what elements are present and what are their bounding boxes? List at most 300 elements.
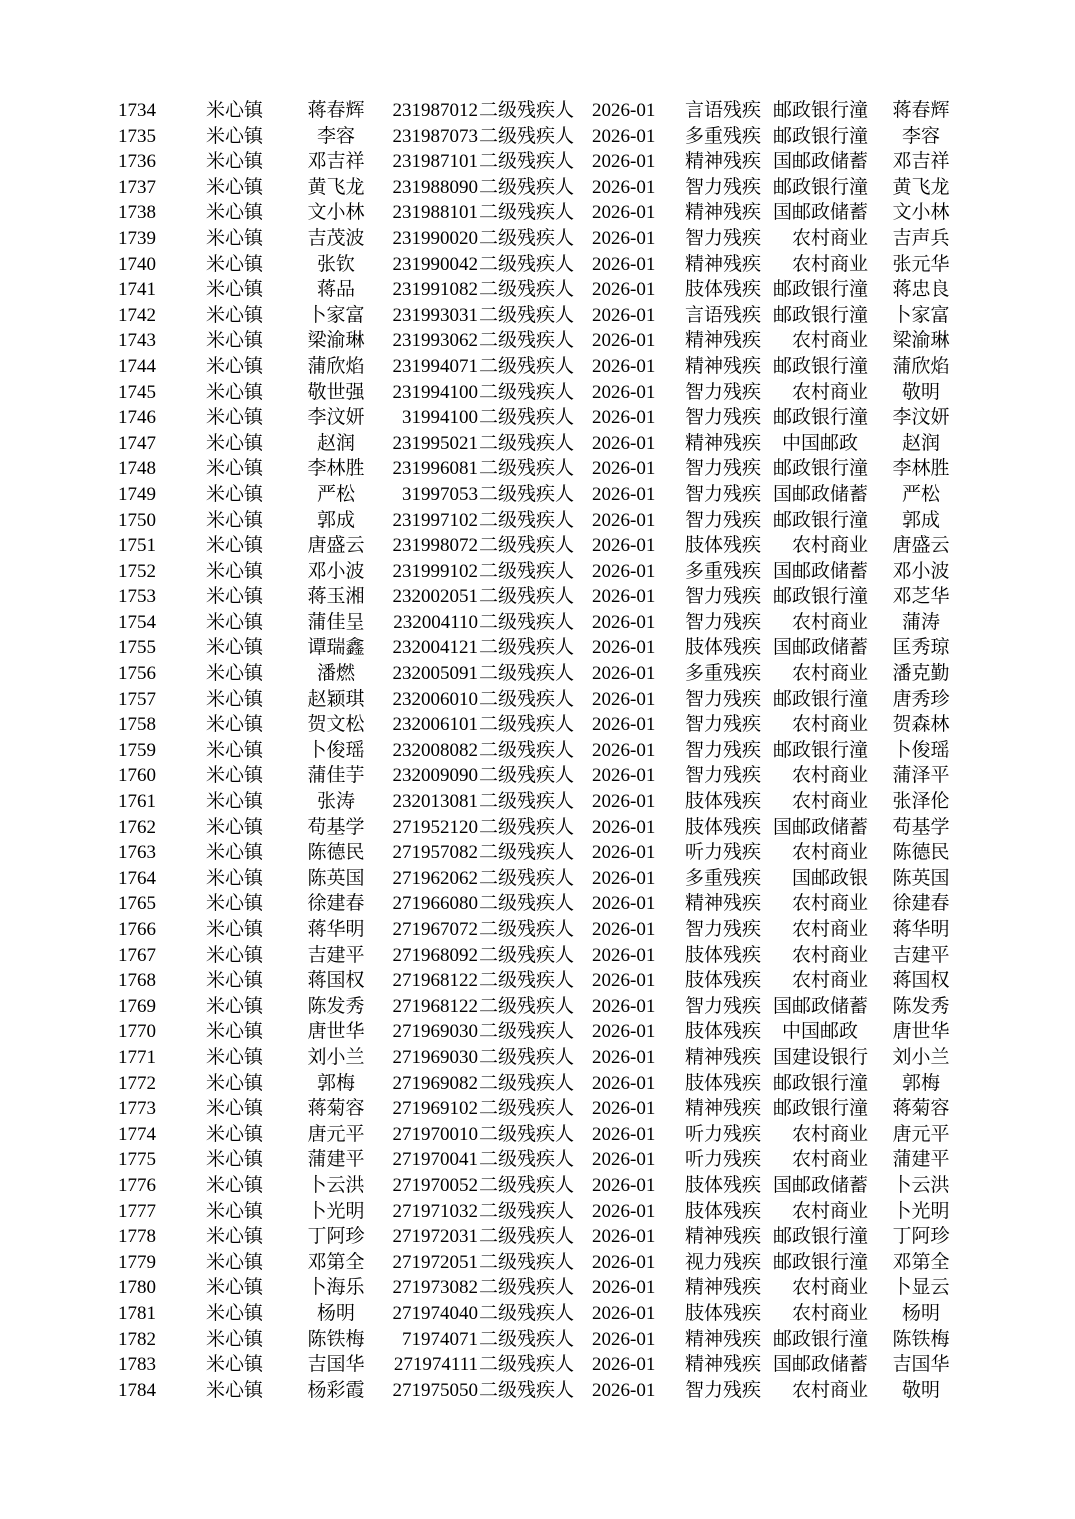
bank-cell: 国邮政储蓄 <box>772 994 868 1017</box>
id-number-cell: 271968122 <box>392 995 478 1017</box>
disability-type-cell: 言语残疾 <box>685 303 762 326</box>
name-cell: 蒲佳芋 <box>307 764 365 787</box>
disability-type-cell: 智力残疾 <box>685 508 762 531</box>
name-cell: 吉建平 <box>307 943 365 966</box>
disability-level-cell: 二级残疾人 <box>479 994 575 1017</box>
date-cell: 2026-01 <box>592 816 656 838</box>
disability-type-cell: 肢体残疾 <box>685 969 762 992</box>
disability-type-cell: 言语残疾 <box>685 99 762 121</box>
name-cell: 苟基学 <box>307 815 365 838</box>
bank-cell: 邮政银行潼 <box>772 1097 868 1120</box>
table-row <box>0 303 1075 329</box>
town-cell: 米心镇 <box>206 1097 264 1120</box>
table-row <box>0 1147 1075 1173</box>
town-cell: 米心镇 <box>206 431 264 454</box>
row-number: 1758 <box>118 714 156 736</box>
id-number-cell: 271975050 <box>392 1379 478 1401</box>
table-row <box>0 98 1075 124</box>
table-row <box>0 1250 1075 1276</box>
town-cell: 米心镇 <box>206 866 264 889</box>
table-row <box>0 635 1075 661</box>
date-cell: 2026-01 <box>592 509 656 531</box>
name-cell: 吉国华 <box>307 1353 365 1376</box>
payee-cell: 敬明 <box>901 380 940 403</box>
id-number-cell: 231999102 <box>392 560 478 582</box>
date-cell: 2026-01 <box>592 381 656 403</box>
payee-cell: 严松 <box>901 482 940 505</box>
name-cell: 卜光明 <box>307 1199 365 1222</box>
bank-cell: 邮政银行潼 <box>772 1225 868 1248</box>
disability-level-cell: 二级残疾人 <box>479 1327 575 1350</box>
payee-cell: 陈铁梅 <box>892 1327 950 1350</box>
id-number-cell: 271967072 <box>392 919 478 940</box>
row-number: 1743 <box>118 330 156 352</box>
table-row <box>0 1199 1075 1225</box>
bank-cell: 邮政银行潼 <box>772 354 868 377</box>
bank-cell: 农村商业 <box>791 610 868 633</box>
disability-type-cell: 智力残疾 <box>685 713 762 736</box>
name-cell: 唐世华 <box>307 1020 365 1043</box>
name-cell: 杨彩霞 <box>307 1378 365 1401</box>
disability-type-cell: 听力残疾 <box>685 1122 762 1145</box>
id-number-cell: 271972031 <box>392 1226 478 1248</box>
bank-cell: 农村商业 <box>791 329 868 352</box>
row-number: 1752 <box>118 560 156 582</box>
row-number: 1768 <box>118 970 156 992</box>
table-row <box>0 380 1075 406</box>
name-cell: 陈英国 <box>307 866 365 889</box>
table-row <box>0 226 1075 252</box>
date-cell: 2026-01 <box>592 1149 656 1171</box>
payee-cell: 卜家富 <box>892 303 950 326</box>
date-cell: 2026-01 <box>592 1021 656 1043</box>
id-number-cell: 232013081 <box>392 791 478 813</box>
id-number-cell: 231998072 <box>392 535 478 557</box>
town-cell: 米心镇 <box>206 559 264 582</box>
name-cell: 张涛 <box>316 790 355 813</box>
table-row <box>0 789 1075 815</box>
table-row <box>0 1173 1075 1199</box>
bank-cell: 农村商业 <box>791 969 868 992</box>
row-number: 1756 <box>118 663 156 685</box>
name-cell: 张钦 <box>316 252 355 275</box>
row-number: 1744 <box>118 355 156 377</box>
id-number-cell: 271969082 <box>392 1072 478 1094</box>
date-cell: 2026-01 <box>592 432 656 454</box>
disability-type-cell: 肢体残疾 <box>685 1301 762 1324</box>
disability-level-cell: 二级残疾人 <box>479 866 575 889</box>
table-row <box>0 661 1075 687</box>
bank-cell: 农村商业 <box>791 1276 868 1299</box>
row-number: 1773 <box>118 1098 156 1120</box>
id-number-cell: 271969102 <box>392 1098 478 1120</box>
date-cell: 2026-01 <box>592 125 656 147</box>
bank-cell: 国邮政储蓄 <box>772 1173 868 1196</box>
town-cell: 米心镇 <box>206 1225 264 1248</box>
disability-level-cell: 二级残疾人 <box>479 303 575 326</box>
bank-cell: 邮政银行潼 <box>772 278 868 301</box>
payee-cell: 蒋忠良 <box>892 278 950 301</box>
payee-cell: 李汶妍 <box>892 406 950 429</box>
name-cell: 徐建春 <box>307 892 365 915</box>
bank-cell: 农村商业 <box>791 713 868 736</box>
disability-level-cell: 二级残疾人 <box>479 662 575 685</box>
table-row <box>0 456 1075 482</box>
name-cell: 蒋菊容 <box>307 1097 365 1120</box>
name-cell: 严松 <box>316 482 355 505</box>
name-cell: 蒋春辉 <box>307 99 365 121</box>
table-row <box>0 431 1075 457</box>
name-cell: 唐元平 <box>307 1122 365 1145</box>
bank-cell: 农村商业 <box>791 892 868 915</box>
table-row <box>0 482 1075 508</box>
disability-level-cell: 二级残疾人 <box>479 841 575 864</box>
disability-type-cell: 肢体残疾 <box>685 1020 762 1043</box>
row-number: 1778 <box>118 1226 156 1248</box>
disability-type-cell: 智力残疾 <box>685 175 762 198</box>
bank-cell: 邮政银行潼 <box>772 124 868 147</box>
date-cell: 2026-01 <box>592 970 656 992</box>
name-cell: 邓第全 <box>307 1250 365 1273</box>
table-row <box>0 508 1075 534</box>
date-cell: 2026-01 <box>592 1123 656 1145</box>
disability-level-cell: 二级残疾人 <box>479 815 575 838</box>
bank-cell: 邮政银行潼 <box>772 738 868 761</box>
bank-cell: 农村商业 <box>791 1378 868 1401</box>
disability-type-cell: 智力残疾 <box>685 457 762 480</box>
table-row <box>0 1352 1075 1378</box>
payee-cell: 匡秀琼 <box>892 636 950 659</box>
row-number: 1739 <box>118 227 156 249</box>
date-cell: 2026-01 <box>592 611 656 633</box>
payee-cell: 杨明 <box>901 1301 940 1324</box>
disability-type-cell: 多重残疾 <box>685 559 762 582</box>
date-cell: 2026-01 <box>592 1046 656 1068</box>
disability-level-cell: 二级残疾人 <box>479 1045 575 1068</box>
id-number-cell: 271952120 <box>392 816 478 838</box>
name-cell: 蒲建平 <box>307 1148 365 1171</box>
name-cell: 蒋品 <box>316 278 355 301</box>
name-cell: 蒋华明 <box>307 918 365 940</box>
payee-cell: 唐秀珍 <box>892 687 950 710</box>
table-row <box>0 405 1075 431</box>
bank-cell: 农村商业 <box>791 226 868 249</box>
disability-level-cell: 二级残疾人 <box>479 406 575 429</box>
name-cell: 刘小兰 <box>307 1045 365 1068</box>
payee-cell: 敬明 <box>901 1378 940 1401</box>
table-row <box>0 891 1075 917</box>
table-row <box>0 1071 1075 1097</box>
id-number-cell: 232004110 <box>393 611 478 633</box>
town-cell: 米心镇 <box>206 508 264 531</box>
id-number-cell: 71974071 <box>402 1328 478 1350</box>
date-cell: 2026-01 <box>592 535 656 557</box>
name-cell: 杨明 <box>316 1301 355 1324</box>
town-cell: 米心镇 <box>206 1250 264 1273</box>
disability-type-cell: 智力残疾 <box>685 482 762 505</box>
payee-cell: 郭梅 <box>901 1071 940 1094</box>
id-number-cell: 232009090 <box>392 765 478 787</box>
disability-type-cell: 精神残疾 <box>685 1276 762 1299</box>
id-number-cell: 31997053 <box>402 483 478 505</box>
table-row <box>0 1122 1075 1148</box>
id-number-cell: 231987101 <box>392 151 478 173</box>
name-cell: 郭成 <box>316 508 355 531</box>
town-cell: 米心镇 <box>206 278 264 301</box>
payee-cell: 赵润 <box>901 431 940 454</box>
date-cell: 2026-01 <box>592 1302 656 1324</box>
disability-level-cell: 二级残疾人 <box>479 1122 575 1145</box>
row-number: 1738 <box>118 202 156 224</box>
table-row <box>0 815 1075 841</box>
payee-cell: 徐建春 <box>892 892 950 915</box>
date-cell: 2026-01 <box>592 227 656 249</box>
town-cell: 米心镇 <box>206 969 264 992</box>
disability-level-cell: 二级残疾人 <box>479 457 575 480</box>
disability-level-cell: 二级残疾人 <box>479 943 575 966</box>
town-cell: 米心镇 <box>206 1199 264 1222</box>
name-cell: 蒋玉湘 <box>307 585 365 608</box>
bank-cell: 国邮政储蓄 <box>772 1353 868 1376</box>
payee-cell: 苟基学 <box>892 815 950 838</box>
table-row <box>0 200 1075 226</box>
disability-type-cell: 智力残疾 <box>685 406 762 429</box>
name-cell: 谭瑞鑫 <box>307 636 365 659</box>
payee-cell: 郭成 <box>901 508 940 531</box>
disability-level-cell: 二级残疾人 <box>479 1225 575 1248</box>
table-row <box>0 738 1075 764</box>
name-cell: 陈德民 <box>307 841 365 864</box>
disability-type-cell: 智力残疾 <box>685 918 762 940</box>
row-number: 1775 <box>118 1149 156 1171</box>
table-row <box>0 559 1075 585</box>
disability-type-cell: 精神残疾 <box>685 1225 762 1248</box>
disability-type-cell: 精神残疾 <box>685 201 762 224</box>
town-cell: 米心镇 <box>206 918 264 940</box>
payee-cell: 贺森林 <box>892 713 950 736</box>
row-number: 1783 <box>118 1354 156 1376</box>
payee-cell: 陈发秀 <box>892 994 950 1017</box>
town-cell: 米心镇 <box>206 175 264 198</box>
disability-type-cell: 精神残疾 <box>685 150 762 173</box>
name-cell: 吉茂波 <box>307 226 365 249</box>
disability-type-cell: 精神残疾 <box>685 431 762 454</box>
payee-cell: 蒋国权 <box>892 969 950 992</box>
town-cell: 米心镇 <box>206 1122 264 1145</box>
date-cell: 2026-01 <box>592 100 656 121</box>
payee-cell: 文小林 <box>892 201 950 224</box>
bank-cell: 国建设银行 <box>772 1045 868 1068</box>
disability-level-cell: 二级残疾人 <box>479 636 575 659</box>
disability-type-cell: 肢体残疾 <box>685 790 762 813</box>
table-row <box>0 1096 1075 1122</box>
date-cell: 2026-01 <box>592 1098 656 1120</box>
disability-level-cell: 二级残疾人 <box>479 738 575 761</box>
disability-level-cell: 二级残疾人 <box>479 687 575 710</box>
name-cell: 邓吉祥 <box>307 150 365 173</box>
disability-type-cell: 智力残疾 <box>685 764 762 787</box>
name-cell: 卜家富 <box>307 303 365 326</box>
bank-cell: 农村商业 <box>791 534 868 557</box>
date-cell: 2026-01 <box>592 1200 656 1222</box>
payee-cell: 张元华 <box>892 252 950 275</box>
row-number: 1776 <box>118 1174 156 1196</box>
name-cell: 李汶妍 <box>307 406 365 429</box>
name-cell: 唐盛云 <box>307 534 365 557</box>
row-number: 1755 <box>118 637 156 659</box>
town-cell: 米心镇 <box>206 252 264 275</box>
disability-type-cell: 智力残疾 <box>685 226 762 249</box>
town-cell: 米心镇 <box>206 841 264 864</box>
bank-cell: 农村商业 <box>791 1122 868 1145</box>
bank-cell: 农村商业 <box>791 1199 868 1222</box>
date-cell: 2026-01 <box>592 176 656 198</box>
disability-level-cell: 二级残疾人 <box>479 150 575 173</box>
name-cell: 赵颖琪 <box>307 687 365 710</box>
id-number-cell: 271974111 <box>393 1354 478 1376</box>
disability-type-cell: 精神残疾 <box>685 892 762 915</box>
row-number: 1750 <box>118 509 156 531</box>
bank-cell: 国邮政储蓄 <box>772 815 868 838</box>
disability-level-cell: 二级残疾人 <box>479 354 575 377</box>
town-cell: 米心镇 <box>206 457 264 480</box>
disability-level-cell: 二级残疾人 <box>479 431 575 454</box>
row-number: 1780 <box>118 1277 156 1299</box>
town-cell: 米心镇 <box>206 662 264 685</box>
table-row <box>0 584 1075 610</box>
town-cell: 米心镇 <box>206 1071 264 1094</box>
row-number: 1769 <box>118 995 156 1017</box>
id-number-cell: 232002051 <box>392 586 478 608</box>
id-number-cell: 231990020 <box>392 227 478 249</box>
disability-level-cell: 二级残疾人 <box>479 1148 575 1171</box>
row-number: 1774 <box>118 1123 156 1145</box>
disability-level-cell: 二级残疾人 <box>479 790 575 813</box>
town-cell: 米心镇 <box>206 1173 264 1196</box>
date-cell: 2026-01 <box>592 1379 656 1401</box>
date-cell: 2026-01 <box>592 355 656 377</box>
id-number-cell: 271970041 <box>392 1149 478 1171</box>
town-cell: 米心镇 <box>206 201 264 224</box>
payee-cell: 蒲欣焰 <box>892 354 950 377</box>
town-cell: 米心镇 <box>206 1327 264 1350</box>
disability-level-cell: 二级残疾人 <box>479 713 575 736</box>
town-cell: 米心镇 <box>206 1301 264 1324</box>
row-number: 1782 <box>118 1328 156 1350</box>
name-cell: 卜俊瑶 <box>307 738 365 761</box>
table-row <box>0 1224 1075 1250</box>
id-number-cell: 271972051 <box>392 1251 478 1273</box>
id-number-cell: 271973082 <box>392 1277 478 1299</box>
row-number: 1751 <box>118 535 156 557</box>
id-number-cell: 271962062 <box>392 867 478 889</box>
disability-level-cell: 二级残疾人 <box>479 508 575 531</box>
bank-cell: 国邮政储蓄 <box>772 201 868 224</box>
row-number: 1736 <box>118 151 156 173</box>
town-cell: 米心镇 <box>206 482 264 505</box>
table-row <box>0 968 1075 994</box>
date-cell: 2026-01 <box>592 151 656 173</box>
id-number-cell: 271974040 <box>392 1302 478 1324</box>
town-cell: 米心镇 <box>206 329 264 352</box>
date-cell: 2026-01 <box>592 202 656 224</box>
disability-type-cell: 精神残疾 <box>685 329 762 352</box>
payee-cell: 唐盛云 <box>892 534 950 557</box>
disability-level-cell: 二级残疾人 <box>479 278 575 301</box>
bank-cell: 农村商业 <box>791 1301 868 1324</box>
name-cell: 黄飞龙 <box>307 175 365 198</box>
payee-cell: 潘克勤 <box>892 662 950 685</box>
name-cell: 李容 <box>316 124 355 147</box>
table-row <box>0 149 1075 175</box>
date-cell: 2026-01 <box>592 458 656 480</box>
table-row <box>0 1019 1075 1045</box>
disability-type-cell: 听力残疾 <box>685 841 762 864</box>
town-cell: 米心镇 <box>206 943 264 966</box>
id-number-cell: 271966080 <box>392 893 478 915</box>
id-number-cell: 232005091 <box>392 663 478 685</box>
row-number: 1737 <box>118 176 156 198</box>
id-number-cell: 231990042 <box>392 253 478 275</box>
row-number: 1757 <box>118 688 156 710</box>
table-row <box>0 840 1075 866</box>
name-cell: 李林胜 <box>307 457 365 480</box>
table-row <box>0 533 1075 559</box>
name-cell: 蒋国权 <box>307 969 365 992</box>
town-cell: 米心镇 <box>206 124 264 147</box>
row-number: 1734 <box>118 100 156 121</box>
town-cell: 米心镇 <box>206 790 264 813</box>
bank-cell: 邮政银行潼 <box>772 406 868 429</box>
bank-cell: 邮政银行潼 <box>772 457 868 480</box>
town-cell: 米心镇 <box>206 892 264 915</box>
date-cell: 2026-01 <box>592 765 656 787</box>
disability-type-cell: 肢体残疾 <box>685 278 762 301</box>
name-cell: 邓小波 <box>307 559 365 582</box>
town-cell: 米心镇 <box>206 406 264 429</box>
row-number: 1761 <box>118 791 156 813</box>
payee-cell: 梁渝琳 <box>892 329 950 352</box>
date-cell: 2026-01 <box>592 791 656 813</box>
disability-level-cell: 二级残疾人 <box>479 175 575 198</box>
payee-cell: 卜云洪 <box>892 1173 950 1196</box>
bank-cell: 农村商业 <box>791 790 868 813</box>
date-cell: 2026-01 <box>592 919 656 940</box>
table-row <box>0 277 1075 303</box>
name-cell: 蒲欣焰 <box>307 354 365 377</box>
name-cell: 蒲佳呈 <box>307 610 365 633</box>
bank-cell: 国邮政储蓄 <box>772 636 868 659</box>
row-number: 1762 <box>118 816 156 838</box>
disability-level-cell: 二级残疾人 <box>479 1301 575 1324</box>
payee-cell: 邓芝华 <box>892 585 950 608</box>
disability-type-cell: 智力残疾 <box>685 687 762 710</box>
disability-type-cell: 精神残疾 <box>685 1327 762 1350</box>
date-cell: 2026-01 <box>592 688 656 710</box>
town-cell: 米心镇 <box>206 1148 264 1171</box>
bank-cell: 农村商业 <box>791 918 868 940</box>
disability-type-cell: 肢体残疾 <box>685 1199 762 1222</box>
name-cell: 陈发秀 <box>307 994 365 1017</box>
table-row <box>0 1327 1075 1353</box>
id-number-cell: 231987073 <box>392 125 478 147</box>
disability-type-cell: 智力残疾 <box>685 585 762 608</box>
name-cell: 文小林 <box>307 201 365 224</box>
table-row <box>0 610 1075 636</box>
disability-level-cell: 二级残疾人 <box>479 329 575 352</box>
payee-cell: 卜光明 <box>892 1199 950 1222</box>
table-row <box>0 328 1075 354</box>
